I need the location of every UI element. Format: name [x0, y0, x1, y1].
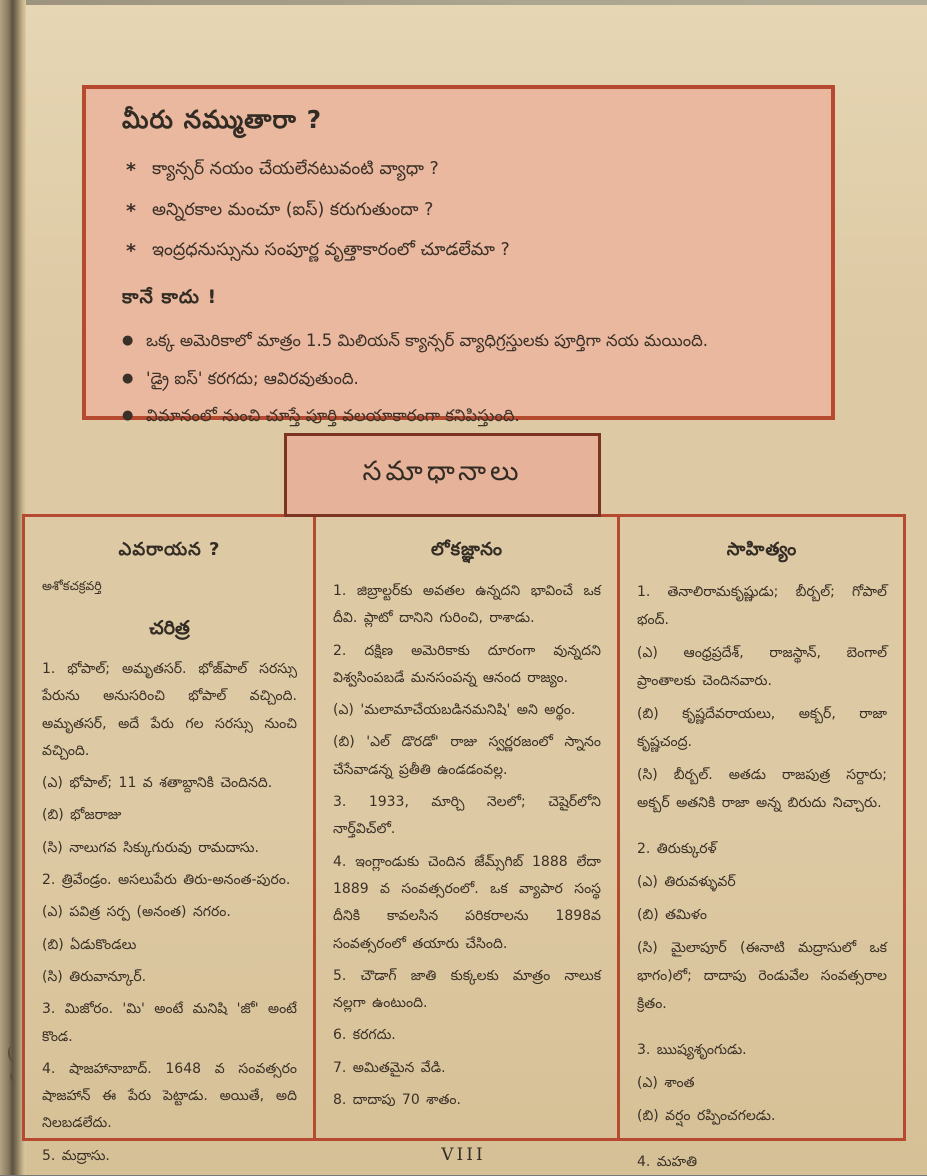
question-item — [126, 157, 797, 185]
question-text: ఇంద్రధనుస్సును సంపూర్ణ వృత్తాకారంలో చూడలేమా ? — [152, 240, 510, 261]
answer-item: 5. చౌడాగ్ జాతి కుక్కలకు మాత్రం నాలుక నల్లగా ఉంటుంది. — [333, 967, 601, 1012]
fact-text: ఒక్క అమెరికాలో మాత్రం 1.5 మిలియన్ క్యాన్సర్ వ్యాధిగ్రస్తులకు పూర్తిగా నయ మయింది. — [146, 330, 708, 350]
answers-column-general-knowledge — [316, 517, 620, 1138]
question-text: క్యాన్సర్ నయం చేయలేనటువంటి వ్యాధా ? — [152, 159, 439, 179]
answer-item: 2. దక్షిణ అమెరికాకు దూరంగా వున్నదని విశ్వసింపబడే మనసంపన్న ఆనంద రాజ్యం. — [333, 642, 601, 686]
answer-item: (సి) నాలుగవ సిక్కుగురువు రామదాసు. — [42, 839, 259, 856]
believe-it-box — [82, 85, 835, 426]
answer-item: (సి) మైలాపూర్ (ఈనాటి మద్రాసులో ఒక భాగం)లో; దాదాపు రెండువేల సంవత్సరాల క్రితం. — [637, 940, 887, 1012]
answer-item: 2. త్రివేండ్రం. అసలుపేరు తిరు-అనంత-పురం. — [42, 872, 291, 889]
answer-list — [42, 656, 297, 1170]
answer-item: 4. మహతి — [637, 1154, 698, 1170]
answers-heading-title: సమాధానాలు — [362, 456, 523, 487]
answer-list — [637, 578, 887, 1176]
answers-column-literature — [620, 517, 903, 1170]
answer-item: (ఎ) తిరువళ్ళువర్ — [637, 874, 736, 890]
asterisk-bullet: * — [126, 159, 136, 181]
answer-item: 1. జిబ్రాల్టర్‌కు అవతల ఉన్నదని భావించే ఒక దీవి. ప్లాటో దానిని గురించి, రాశాడు. — [333, 583, 601, 627]
fact-item — [122, 402, 797, 431]
answer-item: (ఎ) పవిత్ర సర్ప (అనంత) నగరం. — [42, 904, 231, 921]
asterisk-bullet: * — [126, 240, 136, 263]
dot-bullet: ● — [122, 370, 134, 386]
answer-item: (ఎ) 'మలామాచేయబడినమనిషి' అని అర్థం. — [333, 702, 576, 719]
answer-item: 1. భోపాల్; అమృతసర్. భోజ్‌పాల్ సరస్సు పేరును అనుసరించి భోపాల్ వచ్చింది. అమృతసర్, అదే పేరు గల సరస్సు నుంచి వచ్చింది. — [42, 661, 297, 759]
answer-item: 7. అమితమైన వేడి. — [333, 1059, 446, 1076]
asterisk-bullet: * — [126, 199, 136, 222]
answer-item: 2. తిరుక్కురళ్ — [637, 841, 717, 857]
fact-item — [122, 365, 797, 394]
question-item — [126, 238, 797, 266]
answer-item: (బి) భోజరాజు — [42, 807, 122, 824]
answer-item: (ఎ) ఆంధ్రప్రదేశ్, రాజస్థాన్, బెంగాల్ ప్రాంతాలకు చెందినవారు. — [637, 645, 887, 689]
fact-text: విమానంలో నుంచి చూస్తే పూర్తి వలయాకారంగా కనిపిస్తుంది. — [146, 406, 520, 426]
question-text: అన్నిరకాల మంచూ (ఐస్) కరుగుతుందా ? — [152, 199, 434, 220]
dot-bullet: ● — [122, 408, 134, 424]
answers-column-history — [25, 517, 316, 1164]
page-number: VIII — [441, 1145, 486, 1165]
answer-item: (సి) బీర్బల్. అతడు రాజపుత్ర సర్దారు; అక్బర్ అతనికి రాజా అన్న బిరుదు నిచ్చారు. — [637, 767, 887, 811]
answer-item: 5. మద్రాసు. — [42, 1147, 110, 1164]
believe-box-title: మీరు నమ్ముతారా ? — [122, 105, 323, 134]
answer-item: (ఎ) భోపాల్; 11 వ శతాబ్దానికి చెందినది. — [42, 775, 273, 792]
pen-mark — [9, 1071, 19, 1081]
answer-item: 3. ఋష్యశృంగుడు. — [637, 1042, 747, 1058]
fact-text: 'డ్రై ఐస్' కరగదు; ఆవిరవుతుంది. — [146, 368, 359, 388]
answer-item: (బి) తమిళం — [637, 907, 707, 923]
answer-item: (బి) ఏడుకొండలు — [42, 936, 137, 953]
fact-item — [122, 327, 797, 356]
answer-item: (బి) కృష్ణదేవరాయలు, అక్బర్, రాజా కృష్ణచంద్ర. — [637, 706, 887, 750]
page-top-edge — [0, 0, 927, 5]
answer-list — [333, 578, 601, 1114]
answer-item: (బి) 'ఎల్ డొరడో' రాజు స్వర్ణరజంలో స్నానం చేసేవాడన్న ప్రతీతి ఉండడంవల్ల. — [333, 734, 601, 778]
believe-box-answer-heading: కానే కాదు ! — [122, 285, 218, 308]
answer-item: (ఎ) శాంత — [637, 1075, 695, 1091]
column-section-heading: చరిత్ర — [149, 617, 190, 639]
answer-item: 1. తెనాలిరామకృష్ణుడు; బీర్బల్; గోపాల్ భంద్. — [637, 584, 887, 628]
column-title: ఎవరాయన ? — [118, 539, 221, 560]
answer-item: (సి) తిరువాన్కూర్. — [42, 968, 147, 985]
dot-bullet: ● — [122, 332, 134, 348]
page-footer — [0, 1145, 927, 1165]
answer-item: 6. కరగదు. — [333, 1027, 396, 1044]
column-subtitle: అశోకచక్రవర్తి — [42, 578, 102, 593]
column-title: లోకజ్ఞానం — [430, 539, 504, 560]
column-title: సాహిత్యం — [726, 539, 798, 560]
answers-heading-box — [284, 433, 601, 517]
question-item — [126, 198, 797, 226]
answer-item: 4. షాజహానాబాద్. 1648 వ సంవత్సరం షాజహాన్ ఈ పేరు పెట్టాడు. అయితే, అది నిలబడలేదు. — [42, 1060, 297, 1132]
answer-item: 8. దాదాపు 70 శాతం. — [333, 1092, 461, 1109]
answer-item: 3. 1933, మార్చి నెలలో; చెషైర్‌లోని నార్త్‌విచ్‌లో. — [333, 794, 601, 838]
answer-item: 3. మిజోరం. 'మి' అంటే మనిషి 'జో' అంటే కొండ. — [42, 1001, 297, 1045]
answer-item: 4. ఇంగ్లాండుకు చెందిన జేమ్స్‌గిబ్ 1888 లేదా 1889 వ సంవత్సరంలో. ఒక వ్యాపార సంస్థ దీనికి కావలసిన పరికరాలను 1898వ సంవత్సరంలో తయారు చేసింది. — [333, 853, 601, 952]
answer-item: (బి) వర్షం రప్పించగలడు. — [637, 1108, 776, 1124]
